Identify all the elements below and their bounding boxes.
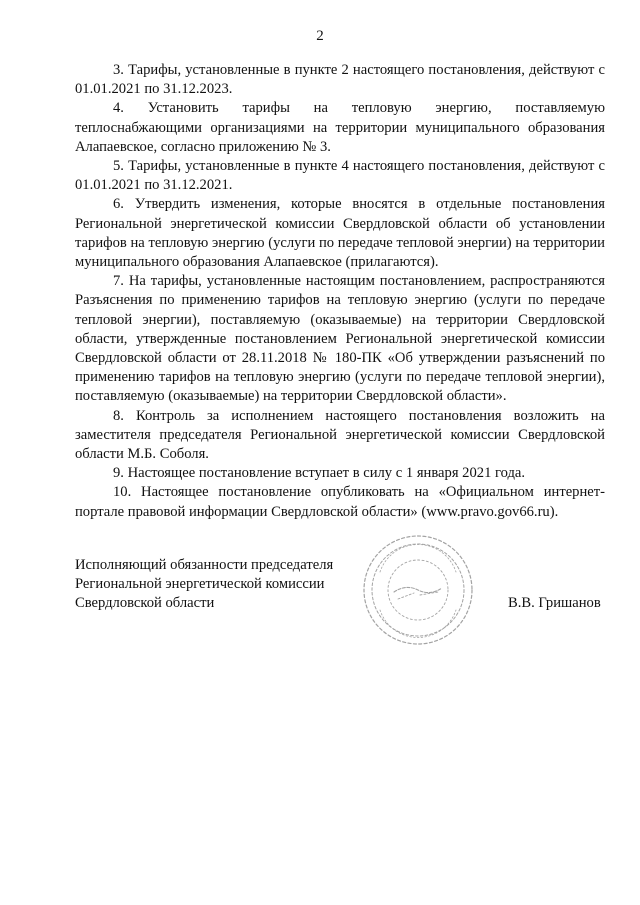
paragraph-5: 5. Тарифы, установленные в пункте 4 настоящего постановления, действуют с 01.01.2021 по 31.12.2021. (75, 158, 605, 194)
paragraph-8: 8. Контроль за исполнением настоящего постановления возложить на заместителя председателя Региональной энергетической комиссии Свердловской области М.Б. Соболя. (75, 407, 605, 463)
paragraph-3: 3. Тарифы, установленные в пункте 2 настоящего постановления, действуют с 01.01.2021 по 31.12.2023. (75, 62, 605, 98)
signatory-position (75, 556, 375, 614)
page-number: 2 (316, 28, 324, 44)
paragraph-7: 7. На тарифы, установленные настоящим постановлением, распространяются Разъяснения по применению тарифов на тепловую энергию (услуги по передаче тепловой энергии), поставляемую (оказываемые) на территории Свердловской области, утвержденные постановлением Региональной энергетической комиссии Свердловской области от 28.11.2018 № 180-ПК «Об утверждении разъяснений по применению тарифов на тепловую энергию (услуги по передаче тепловой энергии), поставляемую (оказываемые) на территории Свердловской области». (75, 273, 605, 405)
document-body (75, 61, 605, 522)
seal-stamp-icon (360, 532, 476, 648)
signatory-position-line: Свердловской области (75, 595, 215, 612)
paragraph-9: 9. Настоящее постановление вступает в силу с 1 января 2021 года. (113, 465, 526, 482)
signatory-name: В.В. Гришанов (508, 595, 601, 611)
paragraph-4: 4. Установить тарифы на тепловую энергию, поставляемую теплоснабжающими организациями на территории муниципального образования Алапаевское, согласно приложению № 3. (75, 100, 605, 155)
paragraph-10: 10. Настоящее постановление опубликовать на «Официальном интернет-портале правовой информации Свердловской области» (www.pravo.gov66.ru). (75, 484, 605, 520)
signatory-position-line: Региональной энергетической комиссии (75, 576, 325, 593)
paragraph-6: 6. Утвердить изменения, которые вносятся в отдельные постановления Региональной энергетической комиссии Свердловской области об установлении тарифов на тепловую энергию (услуги по передаче тепловой энергии) на территории муниципального образования Алапаевское (прилагаются). (75, 196, 605, 271)
signatory-position-line: Исполняющий обязанности председателя (75, 557, 334, 573)
